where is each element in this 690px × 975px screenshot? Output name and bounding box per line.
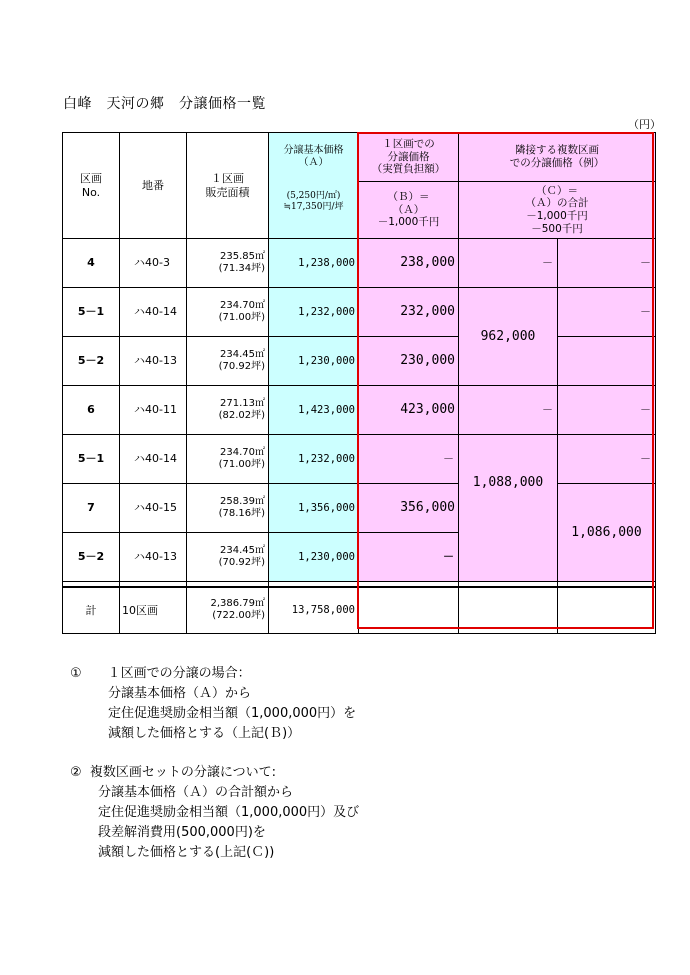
table-row xyxy=(63,337,656,386)
note-line: ① １区画での分譲の場合： xyxy=(70,666,251,681)
area: 235.85㎡ (71.34坪) xyxy=(187,239,269,288)
total-area: 2,386.79㎡ (722.00坪) xyxy=(187,587,269,633)
single-price: 232,000 xyxy=(359,288,459,337)
header-base-price-label: 分譲基本価格 （Ａ） xyxy=(283,145,344,168)
header-chiban: 地番 xyxy=(120,133,187,239)
note-line: 分譲基本価格（Ａ）から xyxy=(108,686,252,701)
multi-price-cell: － xyxy=(558,435,656,484)
chiban: ハ40-13 xyxy=(120,337,187,386)
lot-no: 5－2 xyxy=(63,337,120,386)
table-row xyxy=(63,239,656,288)
multi-price-cell: － xyxy=(459,386,558,435)
single-price: 423,000 xyxy=(359,386,459,435)
note-2 xyxy=(70,763,359,863)
total-multi-empty xyxy=(459,587,558,633)
single-price: 238,000 xyxy=(359,239,459,288)
total-label: 計 xyxy=(63,587,120,633)
total-single-empty xyxy=(359,587,459,633)
notes xyxy=(70,664,359,882)
base-price: 1,232,000 xyxy=(269,288,359,337)
base-price: 1,238,000 xyxy=(269,239,359,288)
note-line: ② 複数区画セットの分譲について: xyxy=(70,765,277,780)
note-line: 段差解消費用(500,000円)を xyxy=(98,825,266,840)
lot-no: 5－1 xyxy=(63,288,120,337)
header-base-price xyxy=(269,133,359,239)
area: 234.70㎡ (71.00坪) xyxy=(187,435,269,484)
multi-price-cell: － xyxy=(558,386,656,435)
base-price: 1,230,000 xyxy=(269,337,359,386)
base-price: 1,423,000 xyxy=(269,386,359,435)
area: 234.45㎡ (70.92坪) xyxy=(187,533,269,582)
multi-price-cell-empty xyxy=(558,337,656,386)
note-1 xyxy=(70,664,359,744)
multi-group-price-a: 962,000 xyxy=(459,288,558,386)
base-price: 1,356,000 xyxy=(269,484,359,533)
base-price: 1,230,000 xyxy=(269,533,359,582)
page-title: 白峰 天河の郷 分譲価格一覧 xyxy=(63,96,266,112)
base-price: 1,232,000 xyxy=(269,435,359,484)
note-line: 分譲基本価格（Ａ）の合計額から xyxy=(98,785,294,800)
chiban: ハ40-14 xyxy=(120,288,187,337)
single-price: － xyxy=(359,533,459,582)
lot-no: 5－2 xyxy=(63,533,120,582)
table-row xyxy=(63,435,656,484)
header-single-price: １区画での 分譲価格 （実質負担額） xyxy=(359,133,459,182)
table-row xyxy=(63,288,656,337)
header-base-price-note: (5,250円/㎡) ≒17,350円/坪 xyxy=(283,191,344,212)
header-lot-no: 区画 No. xyxy=(63,133,120,239)
table-row xyxy=(63,484,656,533)
lot-no: 5－1 xyxy=(63,435,120,484)
multi-group-price-b: 1,088,000 xyxy=(459,435,558,582)
multi-price-cell: － xyxy=(558,239,656,288)
total-base-price: 13,758,000 xyxy=(269,587,359,633)
note-line: 定住促進奨励金相当額（1,000,000円）を xyxy=(108,706,357,721)
single-price: 230,000 xyxy=(359,337,459,386)
lot-no: 7 xyxy=(63,484,120,533)
area: 234.70㎡ (71.00坪) xyxy=(187,288,269,337)
price-table xyxy=(62,132,656,634)
note-line: 定住促進奨励金相当額（1,000,000円）及び xyxy=(98,805,360,820)
note-line: 減額した価格とする(上記(Ｃ)) xyxy=(98,845,275,860)
chiban: ハ40-15 xyxy=(120,484,187,533)
area: 271.13㎡ (82.02坪) xyxy=(187,386,269,435)
multi-group-price-c: 1,086,000 xyxy=(558,484,656,582)
multi-price-cell: － xyxy=(558,288,656,337)
chiban: ハ40-13 xyxy=(120,533,187,582)
header-single-formula: （Ｂ）＝ （Ａ） －1,000千円 xyxy=(359,182,459,239)
lot-no: 4 xyxy=(63,239,120,288)
header-multi-price: 隣接する複数区画 での分譲価格（例） xyxy=(459,133,656,182)
unit-label: （円） xyxy=(628,118,661,131)
table-row xyxy=(63,386,656,435)
header-multi-formula: （Ｃ）＝ （Ａ）の合計 －1,000千円 －500千円 xyxy=(459,182,656,239)
note-line: 減額した価格とする（上記(Ｂ)） xyxy=(108,726,301,741)
header-row-1 xyxy=(63,133,656,182)
area: 258.39㎡ (78.16坪) xyxy=(187,484,269,533)
single-price: 356,000 xyxy=(359,484,459,533)
area: 234.45㎡ (70.92坪) xyxy=(187,337,269,386)
chiban: ハ40-11 xyxy=(120,386,187,435)
header-area: １区画 販売面積 xyxy=(187,133,269,239)
chiban: ハ40-14 xyxy=(120,435,187,484)
single-price: － xyxy=(359,435,459,484)
total-lots: 10区画 xyxy=(120,587,187,633)
lot-no: 6 xyxy=(63,386,120,435)
multi-price-cell: － xyxy=(459,239,558,288)
total-multi-empty xyxy=(558,587,656,633)
chiban: ハ40-3 xyxy=(120,239,187,288)
total-row xyxy=(63,587,656,633)
